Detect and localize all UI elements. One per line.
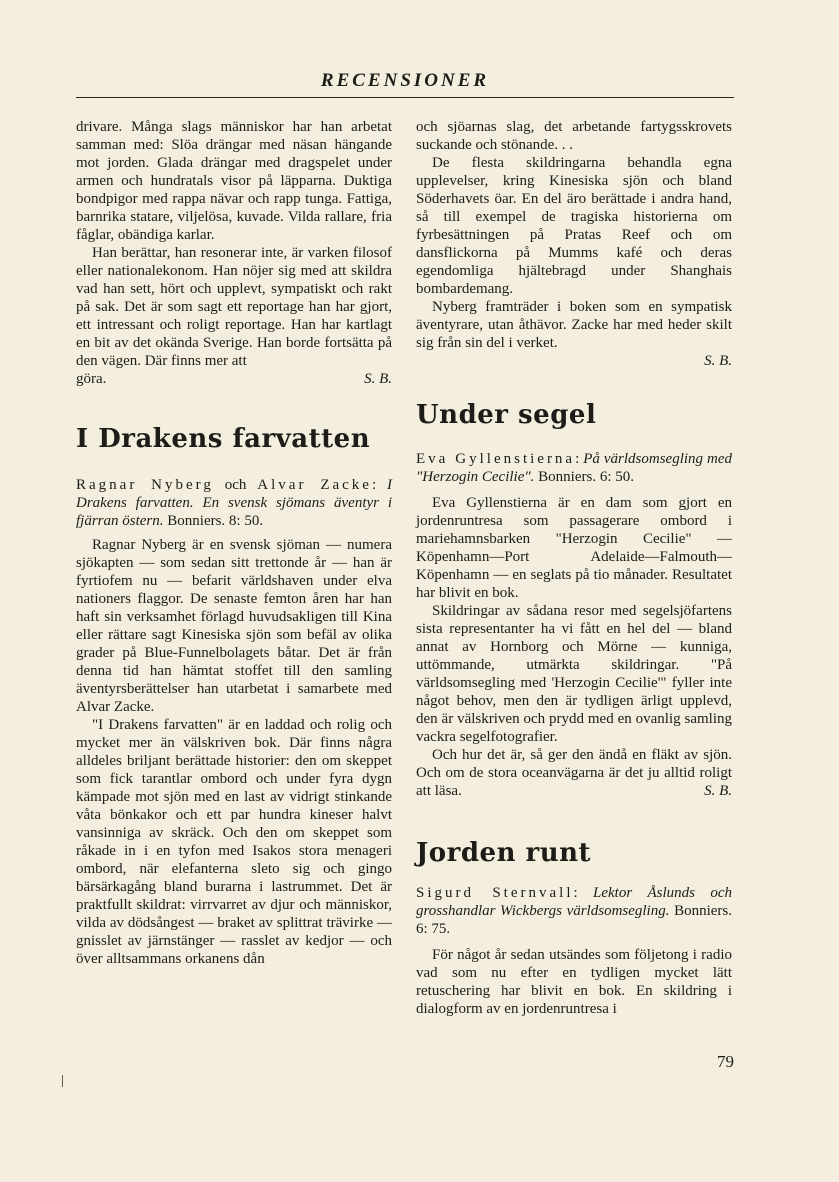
intro-paragraph-2: Han berättar, han resonerar inte, är varken filosof eller nationalekonom. Han nöjer sig med att skildra vad han sett, hört och upplevt, sympatiskt och rakt på sak. Det är som sagt ett reportage han har gjort, ett intressant och roligt reportage. Han har kartlagt en bit av det okända Sverige. Han borde fortsätta på den vägen. Där finns mer att bbox=[76, 245, 392, 369]
intro-signature: S. B. bbox=[364, 371, 392, 387]
review-paragraph: Eva Gyllenstierna är en dam som gjort en jordenruntresa som passagerare ombord i mariehamnsbarken "Herzogin Cecilie" — Köpenhamn—Port Adelaide—Falmouth—Köpenhamn — en seglats på tio månader. Resultatet har blivit en bok. bbox=[416, 495, 732, 601]
review-signature: S. B. bbox=[704, 783, 732, 799]
book-title: I Drakens farvatten. En svensk sjömans äventyr i fjärran östern. bbox=[76, 477, 392, 529]
continued-paragraph-3: Nyberg framträder i boken som en sympatisk äventyrare, utan åthävor. Zacke har med heder skilt sig från sin del i verket. bbox=[416, 299, 732, 351]
biblio-colon: : bbox=[573, 885, 578, 901]
continued-paragraph-2: De flesta skildringarna behandla egna upplevelser, kring Kinesiska sjön och bland Söderhavets öar. En del äro berättade i andra hand, så till exempel de tragiska historierna om fyrbesättningen på Pratas Reef och om dansflickorna på Mumms kafé och deras egendomliga hjältebragd under Shanghais bombardemang. bbox=[416, 155, 732, 297]
review-paragraph: För något år sedan utsändes som följetong i radio vad som nu efter en tydligen mycket lätt retuschering har blivit en bok. En skildring i dialogform av en jordenruntresa i bbox=[416, 947, 732, 1017]
review-biblio-under-segel bbox=[416, 450, 732, 486]
publisher-price: Bonniers. 6: 50. bbox=[534, 469, 635, 485]
review-paragraph: "I Drakens farvatten" är en laddad och rolig och mycket mer än välskriven bok. Där finns några alldeles briljant berättade historier: den om skeppet som fick tarantlar ombord och under fyra dygn kämpade mot sjön med en last av vidrigt stinkande våta bönkakor och ett par hundra kineser halvt vansinniga av skräck. Och den om skeppet som råkade in i en tyfon med Isakos stora menageri ombord, när elefanterna sleto sig och gingo bärsärkagång bland burarna i lastrummet. Det är praktfullt skildrat: virrvarret av djur och människor, vilda av dödsångest — braket av splittrat trävirke — gnisslet av järnstänger — rasslet av kedjor — och över alltsammans orkanens dån bbox=[76, 717, 392, 967]
page-number: 79 bbox=[717, 1052, 734, 1071]
author-name: Alvar Zacke bbox=[257, 477, 372, 493]
review-paragraph: Skildringar av sådana resor med segelsjöfartens sista representanter ha vi fått en hel del — bland annat av Hornborg och Mörne — kunniga, uttömmande, utmärkta skildringar. "På världsomsegling med 'Herzogin Cecilie'" fyller inte något behov, men den är tydligen ärligt upplevd, den är välskriven och prydd med en ovanlig samling vackra segelfotografier. bbox=[416, 603, 732, 745]
review-biblio-drakens bbox=[76, 476, 392, 530]
review-paragraph bbox=[416, 746, 732, 800]
review-heading-drakens: I Drakens farvatten bbox=[76, 424, 371, 454]
author-name: Eva Gyllenstierna bbox=[416, 451, 576, 467]
left-column bbox=[76, 118, 392, 968]
continued-signature: S. B. bbox=[704, 353, 732, 369]
running-head: RECENSIONER bbox=[320, 70, 490, 91]
review-last-text: Och hur det är, så ger den ändå en fläkt av sjön. Och om de stora oceanvägarna är det ju alltid roligt att läsa. bbox=[416, 747, 732, 799]
book-title: På världsomsegling med "Herzogin Cecilie". bbox=[416, 451, 732, 485]
review-biblio-jorden-runt bbox=[416, 884, 732, 938]
publisher-price: Bonniers. 8: 50. bbox=[163, 513, 264, 529]
author-conjunction: och bbox=[213, 477, 258, 493]
review-heading-jorden-runt: Jorden runt bbox=[416, 838, 592, 868]
margin-mark bbox=[62, 1075, 63, 1087]
book-title: Lektor Åslunds och grosshandlar Wickbergs världsomsegling. bbox=[416, 885, 733, 919]
right-column bbox=[416, 118, 732, 1018]
biblio-colon: : bbox=[371, 477, 377, 493]
intro-last-word: göra. bbox=[76, 371, 107, 387]
biblio-colon: : bbox=[575, 451, 580, 467]
continued-paragraph-1: och sjöarnas slag, det arbetande fartygsskrovets suckande och stönande. . . bbox=[416, 119, 732, 153]
author-name: Ragnar Nyberg bbox=[76, 477, 214, 493]
publisher-price: Bonniers. 6: 75. bbox=[416, 903, 732, 937]
review-heading-under-segel: Under segel bbox=[416, 400, 597, 430]
intro-closing-line bbox=[76, 370, 392, 388]
review-paragraph: Ragnar Nyberg är en svensk sjöman — numera sjökapten — som sedan sitt trettonde år — han är fyrtiofem nu — befarit världshaven under elva nationers flaggor. De senaste femton åren har han haft sin verksamhet förlagd huvudsakligen till Kina eller rättare sagt Kinesiska sjön som befäl av olika grader på Blue-Funnelbolagets båtar. Det är från denna tid han hämtat stoffet till den samling äventyrsberättelser han utarbetat i samarbete med Alvar Zacke. bbox=[76, 537, 392, 715]
header-rule bbox=[76, 97, 734, 98]
intro-paragraph-1: drivare. Många slags människor har han arbetat samman med: Slöa drängar med näsan hängande mot jorden. Glada drängar med dragspelet under armen och hundratals visor på läpparna. Duktiga bondpigor med rappa nävar och rapp tunga. Fattiga, barnrika statare, viljelösa, kuvade. Vilda rallare, fria fåglar, obändiga karlar. bbox=[76, 119, 392, 243]
author-name: Sigurd Sternvall bbox=[416, 885, 574, 901]
